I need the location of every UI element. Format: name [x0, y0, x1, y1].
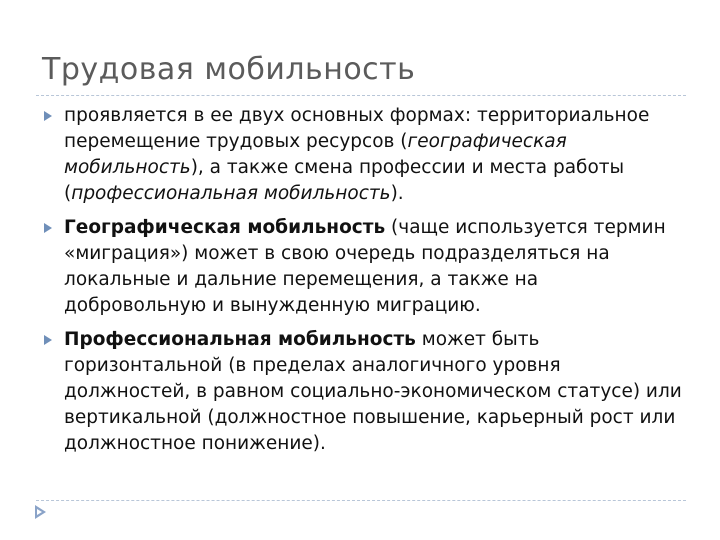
list-item — [44, 327, 684, 457]
item-bold-term: Географическая мобильность — [64, 217, 386, 238]
triangle-bullet-icon — [44, 335, 52, 345]
bullet-list — [44, 103, 684, 465]
item-text: ), а также смена профессии и места работы ( — [64, 157, 625, 204]
triangle-bullet-icon — [44, 111, 52, 121]
title-divider — [36, 95, 686, 96]
item-italic-term: географическая мобильность — [64, 131, 567, 178]
item-bold-term: Профессиональная мобильность — [64, 329, 416, 350]
triangle-bullet-icon — [44, 223, 52, 233]
item-text: может быть горизонтальной (в пределах аналогичного уровня должностей, в равном социально-экономическом статусе) или вертикальной (должностное повышение, карьерный рост или должностное понижение). — [64, 329, 682, 454]
list-item — [44, 103, 684, 207]
item-text: проявляется в ее двух основных формах: территориальное перемещение трудовых ресурсов ( — [64, 105, 650, 152]
slide-title: Трудовая мобильность — [42, 52, 416, 87]
item-text: (чаще используется термин «миграция») может в свою очередь подразделяться на локальные и дальние перемещения, а также на добровольную и вынужденную миграцию. — [64, 217, 666, 316]
next-slide-arrow-icon[interactable] — [35, 505, 46, 519]
item-italic-term: профессиональная мобильность — [71, 183, 391, 204]
footer-divider — [36, 500, 686, 501]
item-text: ). — [390, 183, 404, 204]
list-item — [44, 215, 684, 319]
